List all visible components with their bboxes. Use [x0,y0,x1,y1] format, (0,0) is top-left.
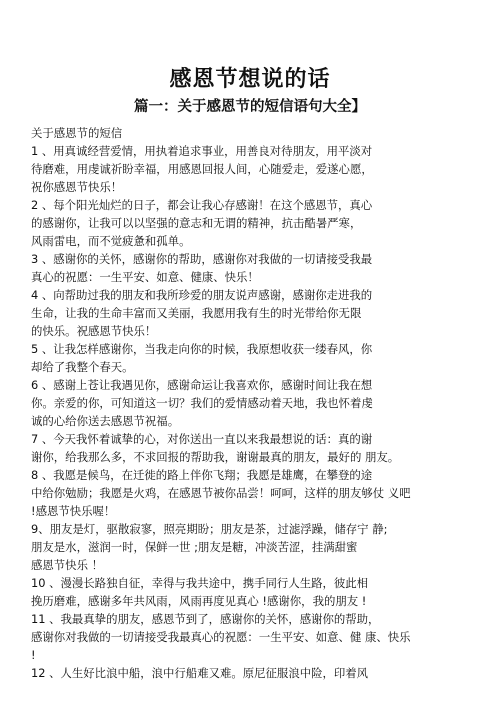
page-title: 感恩节想说的话 [169,67,331,92]
text-line: 风雨雷电，而不觉疲惫和孤单。 [31,234,191,248]
body-text [31,124,471,682]
text-line: 6 、感谢上苍让我遇见你，感谢命运让我喜欢你，感谢时间让我在想 [31,378,373,392]
text-line: 的感谢你，让我可以以坚强的意志和无谓的精神，抗击酷暑严寒， [31,216,362,230]
text-line: !感恩节快乐喔！ [31,504,116,518]
text-line: 挽历磨难，感谢多年共风雨，风雨再度见真心 !感谢你，我的朋友 ! [31,594,367,608]
text-line: 1 、用真诚经营爱情，用执着追求事业，用善良对待朋友，用平淡对 [31,144,373,158]
text-line: 12 、人生好比浪中船，浪中行船难又难。原尼征服浪中险，印着风 [31,666,369,680]
text-line: 的快乐。祝感恩节快乐！ [31,324,157,338]
text-line: 感恩节快乐 ！ [31,558,103,572]
text-line: 谢你，给我那么多，不求回报的帮助我，谢谢最真的朋友，最好的 朋友。 [31,450,400,464]
text-line: 祝你感恩节快乐！ [31,180,123,194]
text-line: 待磨难，用虔诚祈盼幸福，用感恩回报人间，心随爱走，爱遂心愿， [31,162,373,176]
text-line: 真心的祝愿：一生平安、如意、健康、快乐！ [31,270,259,284]
text-line: 2 、每个阳光灿烂的日子，都会让我心存感谢！在这个感恩节，真心 [31,198,373,212]
text-line: 5 、让我怎样感谢你，当我走向你的时候，我原想收获一缕春风，你 [31,342,373,356]
text-line: 3 、感谢你的关怀，感谢你的帮助，感谢你对我做的一切请接受我最 [31,252,373,266]
text-line: 诚的心给你送去感恩节祝福。 [31,414,180,428]
text-line: 你。亲爱的你，可知道这一切？我们的爱情感动着天地，我也怀着虔 [31,396,373,410]
text-line: 7 、今天我怀着诚挚的心，对你送出一直以来我最想说的话：真的谢 [31,432,373,446]
text-line: 8 、我愿是候鸟，在迁徙的路上伴你飞翔；我愿是雄鹰，在攀登的途 [31,468,373,482]
text-line: 关于感恩节的短信 [31,126,123,140]
text-line: 4 、向帮助过我的朋友和我所珍爱的朋友说声感谢，感谢你走进我的 [31,288,373,302]
section-heading: 篇一：关于感恩节的短信语句大全】 [134,99,366,115]
text-line: 却给了我整个春天。 [31,360,134,374]
text-line: 中给你勉励；我愿是火鸡，在感恩节被你品尝！呵呵，这样的朋友够仗 义吧 [31,486,411,500]
text-line: 朋友是水，滋润一时，保鲜一世 ;朋友是糖，冲淡苦涩，挂满甜蜜 [31,540,358,554]
text-line: 11 、我最真挚的朋友，感恩节到了，感谢你的关怀，感谢你的帮助， [31,612,380,626]
text-line: 感谢你对我做的一切请接受我最真心的祝愿：一生平安、如意、健 康、快乐 [31,630,411,644]
text-line: 9、朋友是灯，驱散寂寥，照亮期盼；朋友是茶，过滤浮躁，储存宁 静; [31,522,388,536]
text-line: ! [31,648,36,662]
text-line: 生命，让我的生命丰富而又美丽，我愿用我有生的时光带给你无限 [31,306,362,320]
text-line: 10 、漫漫长路独自征，幸得与我共途中，携手同行人生路，彼此相 [31,576,369,590]
